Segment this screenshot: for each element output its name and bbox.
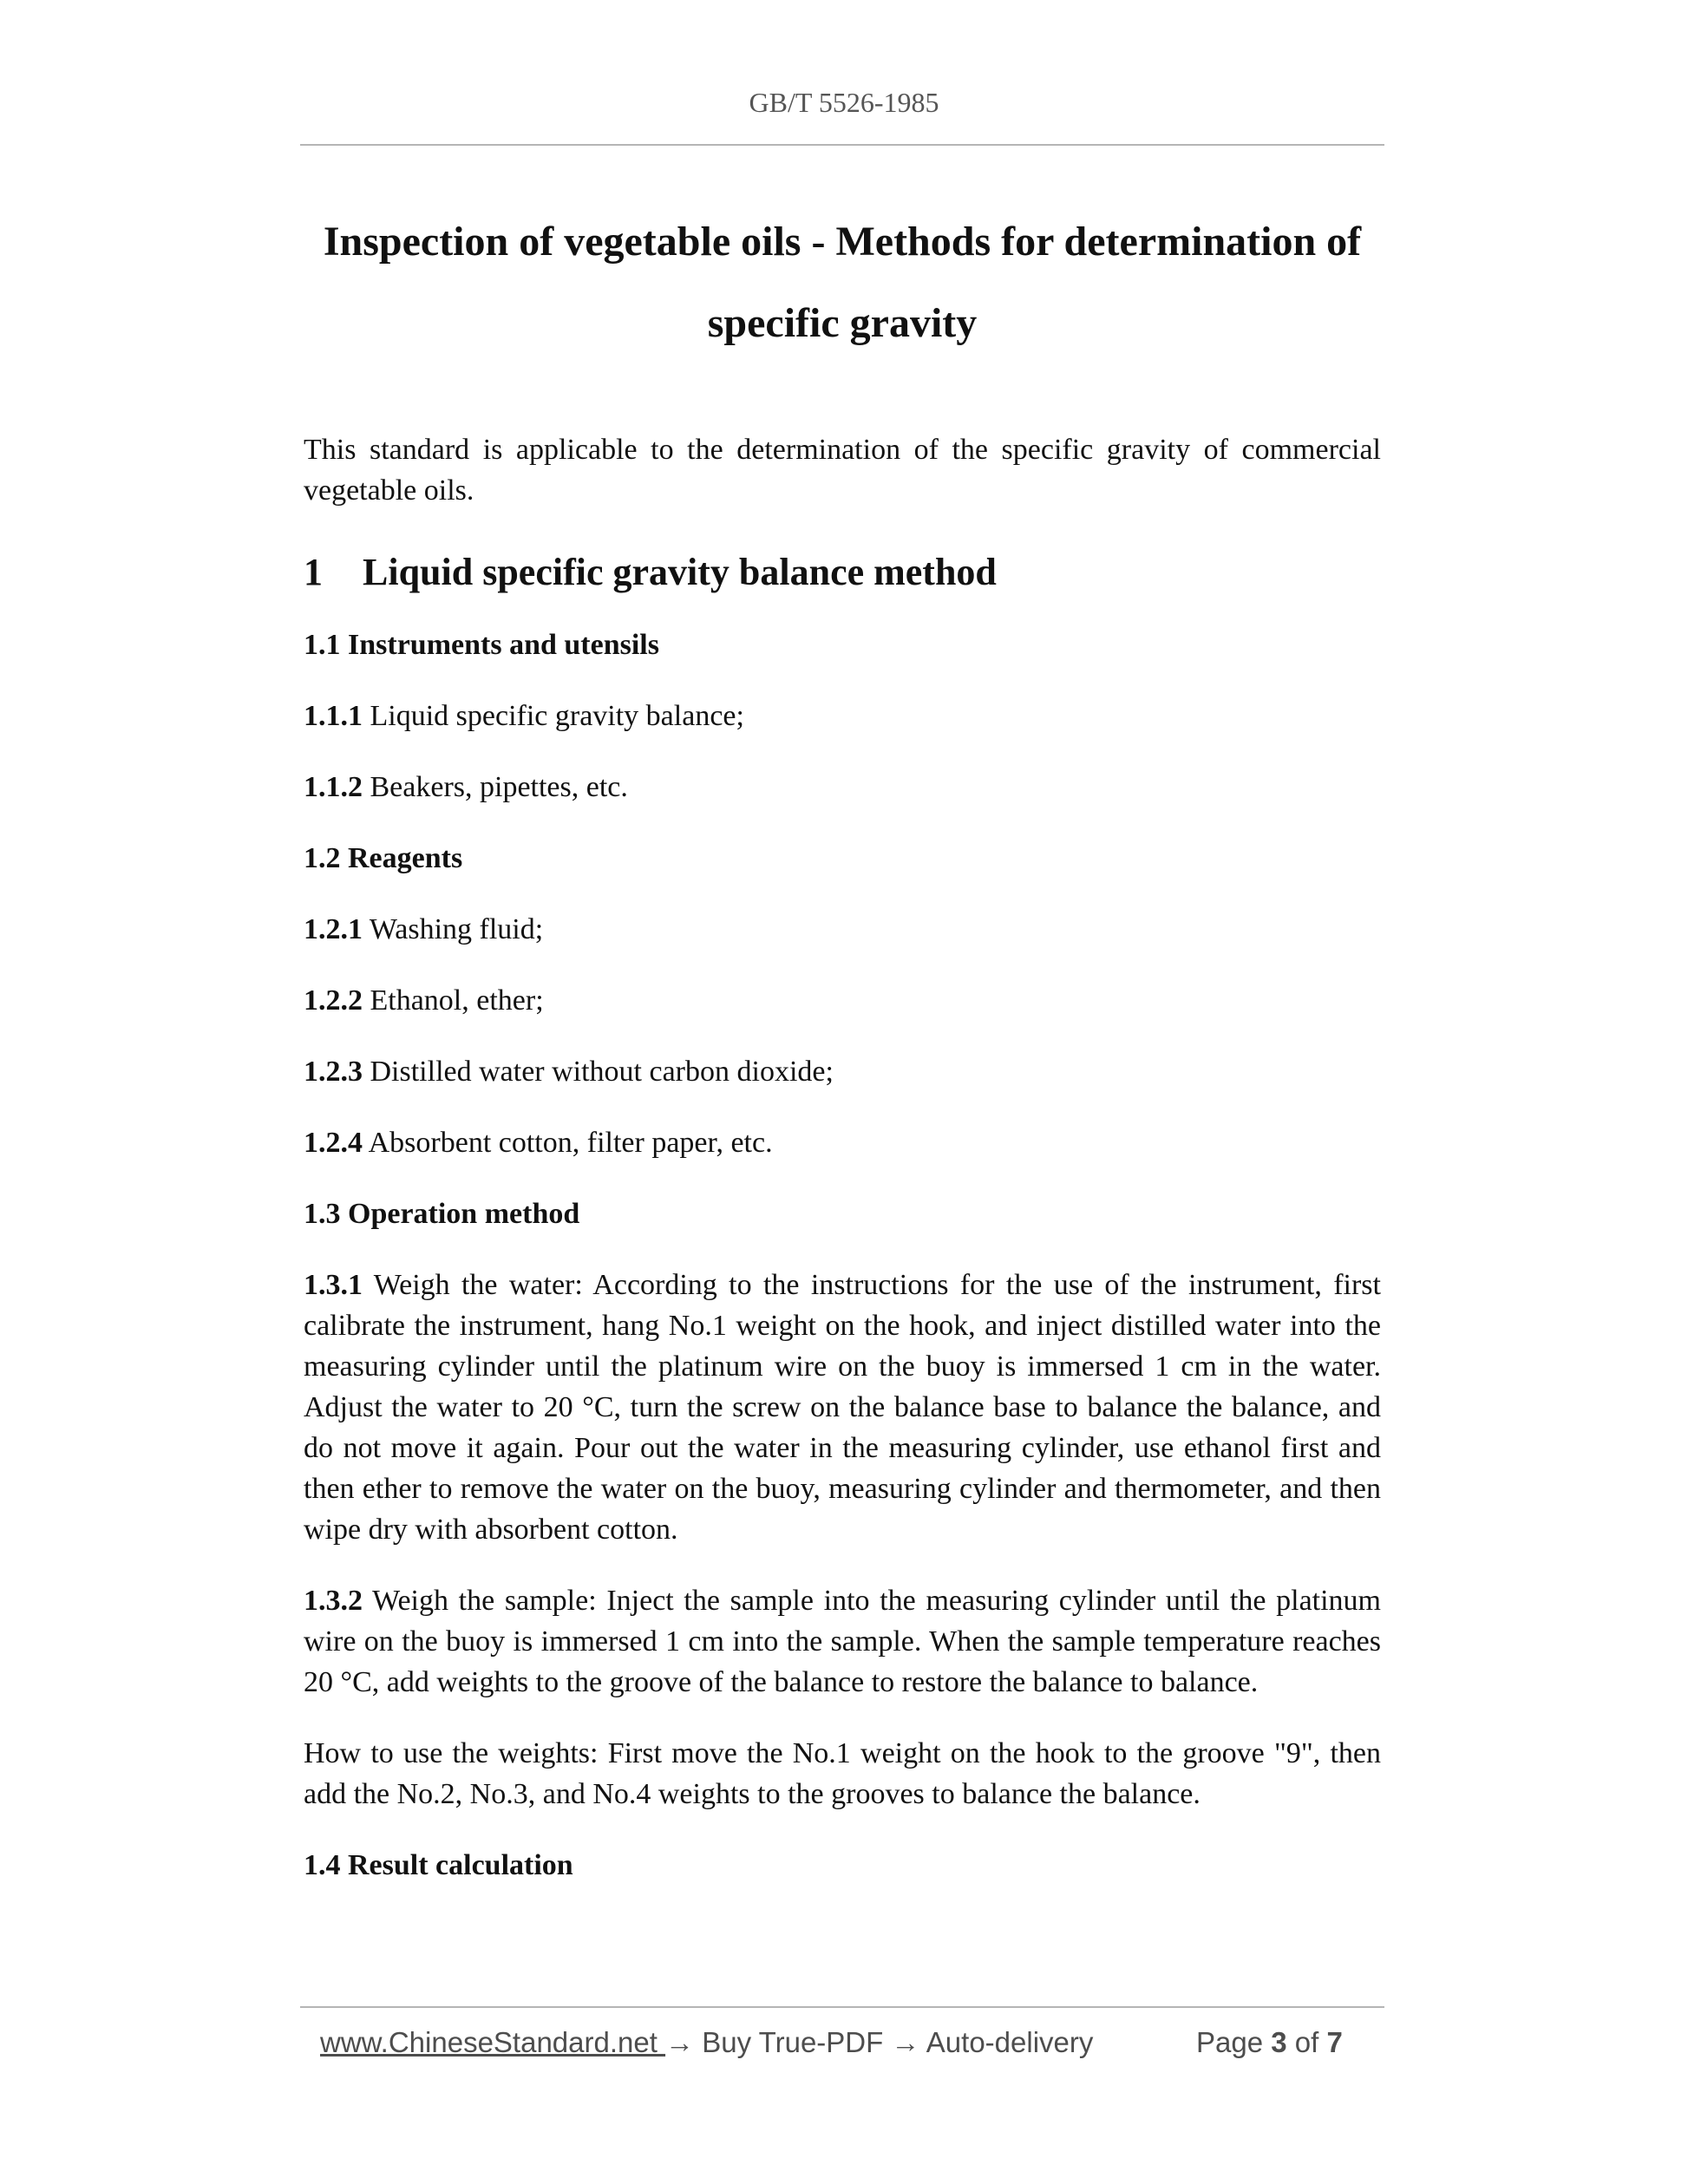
auto-delivery-text: Auto-delivery xyxy=(919,2026,1094,2058)
item-text: Distilled water without carbon dioxide; xyxy=(363,1056,834,1088)
item-1-2-4 xyxy=(304,1122,1381,1163)
document-title xyxy=(300,201,1384,364)
item-1-2-3 xyxy=(304,1051,1381,1092)
website-link[interactable]: www.ChineseStandard.net xyxy=(320,2026,666,2058)
arrow-right-icon: → xyxy=(665,2026,695,2058)
item-number: 1.2.4 xyxy=(304,1127,363,1159)
item-text: Liquid specific gravity balance; xyxy=(363,700,744,732)
item-text: Washing fluid; xyxy=(363,913,544,945)
buy-pdf-text: Buy True-PDF xyxy=(694,2026,892,2058)
paragraph-text: Weigh the sample: Inject the sample into the measuring cylinder until the platinum wire on the buoy is immersed 1 cm into the sample. When the sample temperature reaches 20 °C, add weights to the groove of the balance to restore the balance to balance. xyxy=(304,1585,1381,1698)
page-current: 3 xyxy=(1271,2026,1287,2058)
section-1-heading xyxy=(304,546,1381,598)
paragraph-1-3-2 xyxy=(304,1580,1381,1703)
subsection-1-3-heading: 1.3 Operation method xyxy=(304,1198,580,1230)
intro-paragraph: This standard is applicable to the determination of the specific gravity of commercial vegetable oils. xyxy=(304,434,1381,507)
page-header: GB/T 5526-1985 xyxy=(749,87,939,118)
item-number: 1.2.3 xyxy=(304,1056,363,1088)
of-label: of xyxy=(1294,2026,1319,2058)
paragraph-number: 1.3.1 xyxy=(304,1269,363,1301)
subsection-1-1-heading: 1.1 Instruments and utensils xyxy=(304,629,659,661)
section-1-number: 1 xyxy=(304,551,323,593)
item-text: Ethanol, ether; xyxy=(363,984,544,1017)
page-total: 7 xyxy=(1326,2026,1343,2058)
item-1-2-2 xyxy=(304,980,1381,1021)
item-text: Beakers, pipettes, etc. xyxy=(363,771,628,803)
subsection-1-2-heading: 1.2 Reagents xyxy=(304,842,463,874)
item-1-1-2 xyxy=(304,767,1381,808)
arrow-right-icon: → xyxy=(891,2026,920,2058)
header-divider xyxy=(300,144,1384,146)
item-number: 1.2.2 xyxy=(304,984,363,1017)
document-body xyxy=(304,429,1381,1916)
section-1-title: Liquid specific gravity balance method xyxy=(363,551,997,593)
item-number: 1.1.1 xyxy=(304,700,363,732)
page-indicator xyxy=(1196,2026,1343,2059)
title-line-1: Inspection of vegetable oils - Methods for determination of xyxy=(323,219,1362,265)
title-line-2: specific gravity xyxy=(707,300,978,346)
item-number: 1.2.1 xyxy=(304,913,363,945)
footer-divider xyxy=(300,2006,1384,2008)
paragraph-number: 1.3.2 xyxy=(304,1585,363,1617)
item-1-2-1 xyxy=(304,909,1381,950)
paragraph-weights-usage: How to use the weights: First move the No.1 weight on the hook to the groove "9", then add the No.2, No.3, and No.4 weights to the grooves to balance the balance. xyxy=(304,1737,1381,1810)
paragraph-text: Weigh the water: According to the instructions for the use of the instrument, first calibrate the instrument, hang No.1 weight on the hook, and inject distilled water into the measuring cylinder until the platinum wire on the buoy is immersed 1 cm in the water. Adjust the water to 20 °C, turn the screw on the balance base to balance the balance, and do not move it again. Pour out the water in the measuring cylinder, use ethanol first and then ether to remove the water on the buoy, measuring cylinder and thermometer, and then wipe dry with absorbent cotton. xyxy=(304,1269,1381,1546)
page-label: Page xyxy=(1196,2026,1264,2058)
item-1-1-1 xyxy=(304,696,1381,736)
item-text: Absorbent cotton, filter paper, etc. xyxy=(363,1127,773,1159)
paragraph-1-3-1 xyxy=(304,1265,1381,1550)
page-footer xyxy=(320,2026,1361,2059)
subsection-1-4-heading: 1.4 Result calculation xyxy=(304,1849,573,1881)
item-number: 1.1.2 xyxy=(304,771,363,803)
